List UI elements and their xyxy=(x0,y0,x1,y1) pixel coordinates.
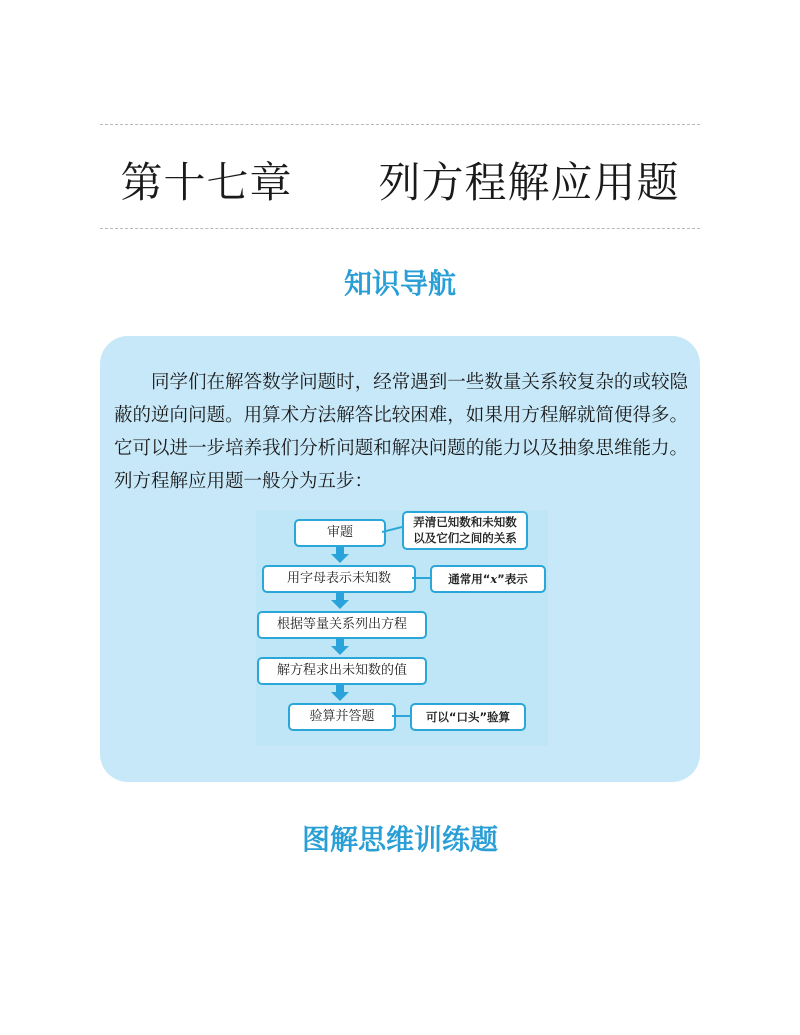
flow-step-4: 解方程求出未知数的值 xyxy=(257,657,427,685)
intro-panel xyxy=(100,336,700,782)
bottom-dashed-divider xyxy=(100,228,700,229)
knowledge-nav-heading: 知识导航 xyxy=(343,267,456,300)
practice-heading: 图解思维训练题 xyxy=(301,823,498,856)
top-dashed-divider xyxy=(100,124,700,125)
note-variable: 通常用“x”表示 xyxy=(430,565,546,593)
connector-icon xyxy=(382,526,402,538)
flowchart xyxy=(256,510,548,746)
flow-step-1: 审题 xyxy=(294,519,386,547)
connector-icon xyxy=(412,572,432,584)
intro-paragraph: 同学们在解答数学问题时，经常遇到一些数量关系较复杂的或较隐蔽的逆向问题。用算术方法解答比较困难，如果用方程解就简便得多。它可以进一步培养我们分析问题和解决问题的能力以及抽象思维能力。列方程解应用题一般分为五步： xyxy=(114,372,688,492)
chapter-title: 第十七章 列方程解应用题 xyxy=(120,158,680,207)
connector-icon xyxy=(392,710,412,722)
down-arrow-icon xyxy=(331,593,349,609)
note-check: 可以“口头”验算 xyxy=(410,703,526,731)
down-arrow-icon xyxy=(331,547,349,563)
flow-step-2: 用字母表示未知数 xyxy=(262,565,416,593)
note-relationship: 弄清已知数和未知数 以及它们之间的关系 xyxy=(402,511,528,550)
down-arrow-icon xyxy=(331,639,349,655)
flow-step-3: 根据等量关系列出方程 xyxy=(257,611,427,639)
flow-step-5: 验算并答题 xyxy=(288,703,396,731)
down-arrow-icon xyxy=(331,685,349,701)
